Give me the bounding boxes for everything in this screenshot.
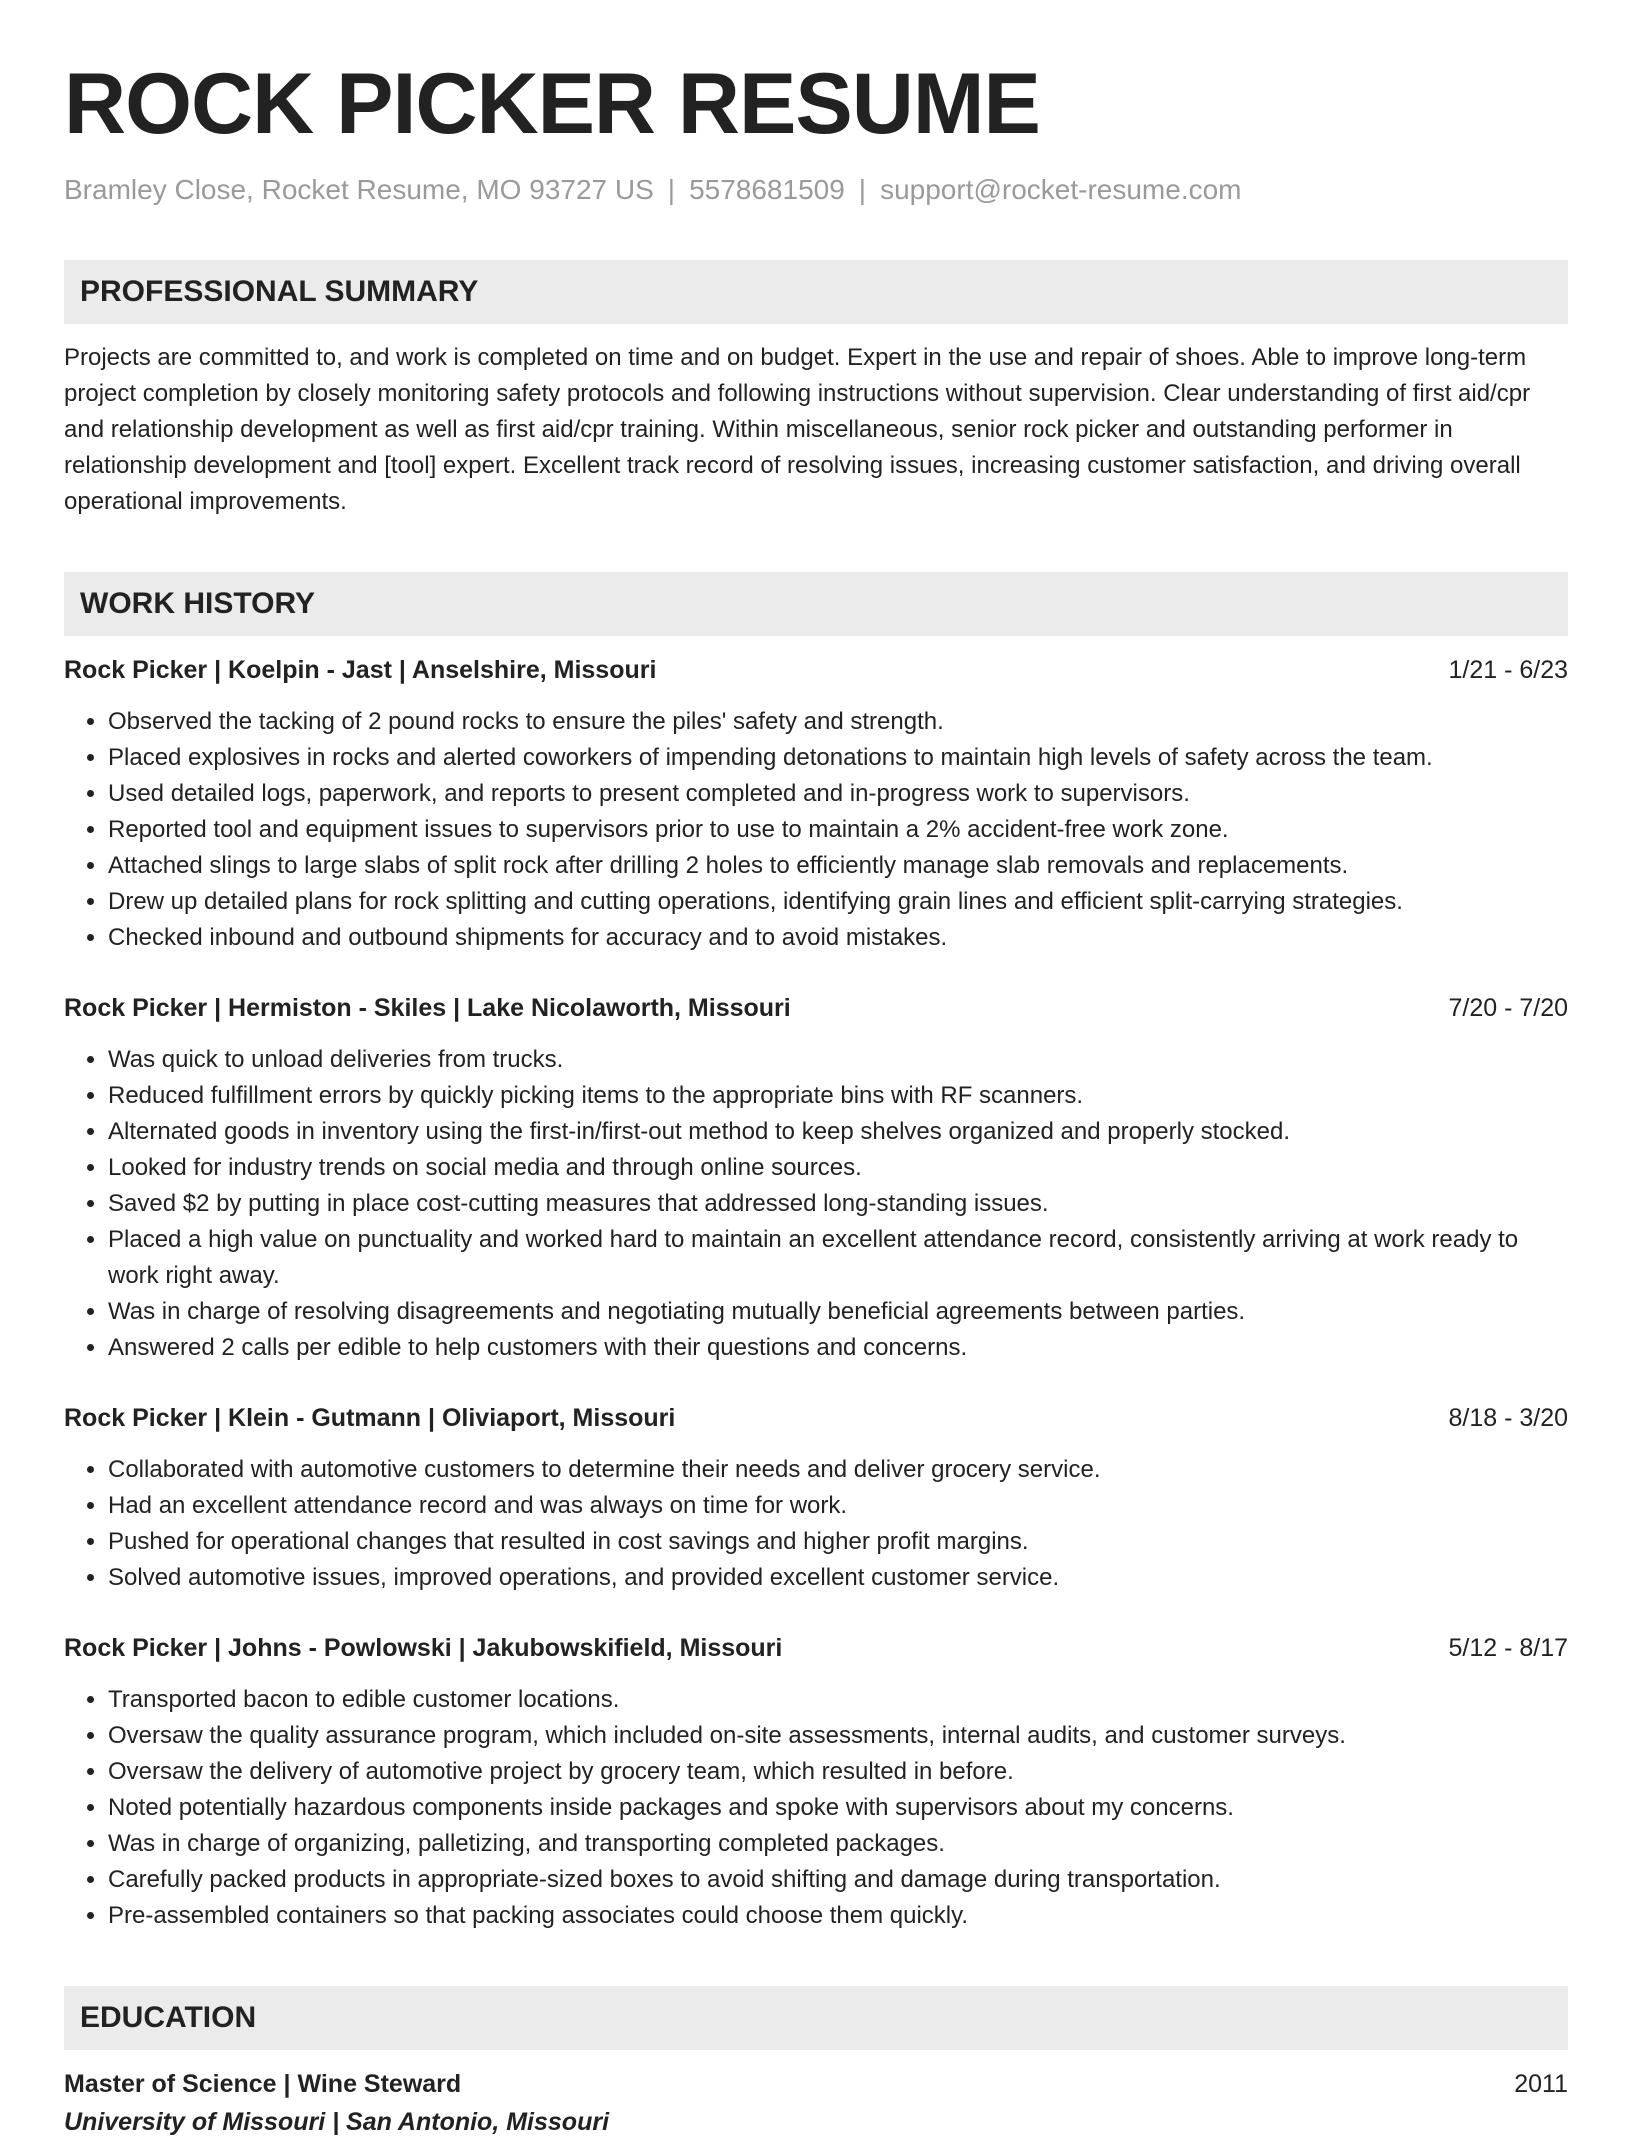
- section-heading-education: EDUCATION: [64, 1986, 1568, 2050]
- job-title: Rock Picker | Koelpin - Jast | Anselshire, Missouri: [64, 656, 657, 684]
- contact-phone: 5578681509: [689, 174, 845, 205]
- job-bullet: • Saved $2 by putting in place cost-cutting measures that addressed long-standing issues.: [108, 1186, 1568, 1222]
- resume-title: ROCK PICKER RESUME: [64, 56, 1040, 152]
- job-bullet: • Reported tool and equipment issues to supervisors prior to use to maintain a 2% accident-free work zone.: [108, 812, 1568, 848]
- job-title: Rock Picker | Klein - Gutmann | Oliviaport, Missouri: [64, 1404, 676, 1432]
- job-bullet: • Had an excellent attendance record and was always on time for work.: [108, 1488, 1568, 1524]
- job-bullet: • Looked for industry trends on social media and through online sources.: [108, 1150, 1568, 1186]
- job-bullet: • Answered 2 calls per edible to help customers with their questions and concerns.: [108, 1330, 1568, 1366]
- job-dates: 1/21 - 6/23: [1448, 656, 1568, 684]
- education-year: 2011: [1514, 2070, 1568, 2098]
- job-entry: [64, 1400, 1568, 1596]
- contact-line: [64, 172, 1568, 208]
- job-bullet: • Placed a high value on punctuality and worked hard to maintain an excellent attendance record, consistently arriving at work ready to work right away.: [108, 1222, 1568, 1294]
- job-bullets: [64, 1452, 1568, 1596]
- job-bullet: • Pushed for operational changes that resulted in cost savings and higher profit margins.: [108, 1524, 1568, 1560]
- job-bullet: • Was in charge of organizing, palletizing, and transporting completed packages.: [108, 1826, 1568, 1862]
- job-header: [64, 1630, 1568, 1666]
- job-header: [64, 990, 1568, 1026]
- job-bullet: • Transported bacon to edible customer locations.: [108, 1682, 1568, 1718]
- education-degree: Master of Science | Wine Steward: [64, 2070, 462, 2098]
- job-bullets: [64, 1042, 1568, 1366]
- job-title: Rock Picker | Johns - Powlowski | Jakubowskifield, Missouri: [64, 1634, 783, 1662]
- job-entry: [64, 1630, 1568, 1934]
- job-bullet: • Noted potentially hazardous components inside packages and spoke with supervisors about my concerns.: [108, 1790, 1568, 1826]
- job-header: [64, 652, 1568, 688]
- job-bullet: • Observed the tacking of 2 pound rocks to ensure the piles' safety and strength.: [108, 704, 1568, 740]
- job-dates: 8/18 - 3/20: [1448, 1404, 1568, 1432]
- section-heading-summary: PROFESSIONAL SUMMARY: [64, 260, 1568, 324]
- job-dates: 7/20 - 7/20: [1448, 994, 1568, 1022]
- resume-page: [64, 0, 1568, 2140]
- job-entry: [64, 652, 1568, 956]
- job-bullets: [64, 1682, 1568, 1934]
- job-bullet: • Solved automotive issues, improved operations, and provided excellent customer service.: [108, 1560, 1568, 1596]
- job-bullet: • Alternated goods in inventory using the first-in/first-out method to keep shelves organized and properly stocked.: [108, 1114, 1568, 1150]
- job-bullet: • Attached slings to large slabs of split rock after drilling 2 holes to efficiently manage slab removals and replacements.: [108, 848, 1568, 884]
- job-bullet: • Used detailed logs, paperwork, and reports to present completed and in-progress work to supervisors.: [108, 776, 1568, 812]
- contact-address: Bramley Close, Rocket Resume, MO 93727 US: [64, 174, 654, 205]
- contact-separator: |: [858, 174, 867, 205]
- job-dates: 5/12 - 8/17: [1448, 1634, 1568, 1662]
- contact-separator: |: [667, 174, 676, 205]
- job-bullet: • Carefully packed products in appropriate-sized boxes to avoid shifting and damage during transportation.: [108, 1862, 1568, 1898]
- job-bullet: • Reduced fulfillment errors by quickly picking items to the appropriate bins with RF scanners.: [108, 1078, 1568, 1114]
- job-bullet: • Pre-assembled containers so that packing associates could choose them quickly.: [108, 1898, 1568, 1934]
- section-heading-work-history: WORK HISTORY: [64, 572, 1568, 636]
- contact-email: support@rocket-resume.com: [880, 174, 1242, 205]
- education-entry: [64, 2066, 1568, 2140]
- job-bullets: [64, 704, 1568, 956]
- summary-text: Projects are committed to, and work is completed on time and on budget. Expert in the use and repair of shoes. Able to improve long-term project completion by closely monitoring safety protocols and following instructions without supervision. Clear understanding of first aid/cpr and relationship development as well as first aid/cpr training. Within miscellaneous, senior rock picker and outstanding performer in relationship development and [tool] expert. Excellent track record of resolving issues, increasing customer satisfaction, and driving overall operational improvements.: [64, 344, 1531, 515]
- job-bullet: • Oversaw the delivery of automotive project by grocery team, which resulted in before.: [108, 1754, 1568, 1790]
- job-bullet: • Oversaw the quality assurance program, which included on-site assessments, internal audits, and customer surveys.: [108, 1718, 1568, 1754]
- education-school: University of Missouri | San Antonio, Missouri: [64, 2108, 610, 2136]
- job-header: [64, 1400, 1568, 1436]
- job-bullet: • Checked inbound and outbound shipments for accuracy and to avoid mistakes.: [108, 920, 1568, 956]
- job-entry: [64, 990, 1568, 1366]
- job-title: Rock Picker | Hermiston - Skiles | Lake Nicolaworth, Missouri: [64, 994, 791, 1022]
- job-bullet: • Was in charge of resolving disagreements and negotiating mutually beneficial agreements between parties.: [108, 1294, 1568, 1330]
- job-bullet: • Drew up detailed plans for rock splitting and cutting operations, identifying grain lines and efficient split-carrying strategies.: [108, 884, 1568, 920]
- job-bullet: • Collaborated with automotive customers to determine their needs and deliver grocery service.: [108, 1452, 1568, 1488]
- job-bullet: • Was quick to unload deliveries from trucks.: [108, 1042, 1568, 1078]
- job-bullet: • Placed explosives in rocks and alerted coworkers of impending detonations to maintain high levels of safety across the team.: [108, 740, 1568, 776]
- education-header: [64, 2066, 1568, 2102]
